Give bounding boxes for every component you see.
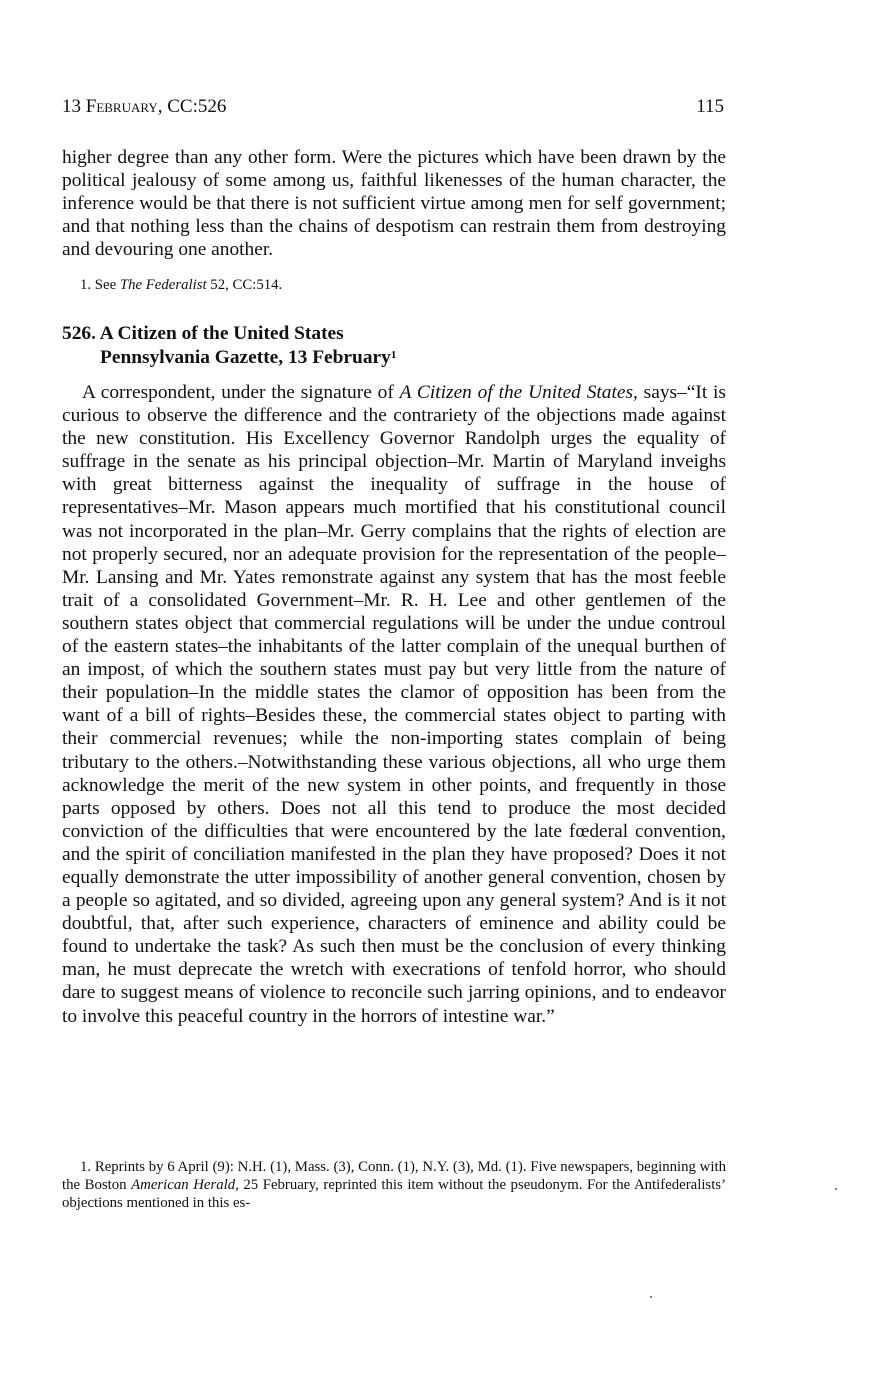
page-number: 115 [696,96,724,117]
scan-speck [835,1188,837,1190]
newspaper-title: American Herald [131,1177,236,1193]
running-head-left: 13 February, CC:526 [62,96,227,117]
scan-speck [650,1296,652,1298]
continuation-block [62,146,726,261]
running-head [62,96,724,118]
document-source: Pennsylvania Gazette, 13 February$^1$ [100,347,397,368]
footnote-text: 1. Reprints by 6 April (9): N.H. (1), Mass. (3), Conn. (1), N.Y. (3), Md. (1). Five newspapers, beginning with the Boston American Herald, 25 February, reprinted this item without the pseudonym. For the Antifederalists’ objections mentioned in this es- [62,1159,726,1211]
document-body [62,381,726,1028]
document-number-title: 526. A Citizen of the United States [62,323,344,344]
document-heading [62,322,396,370]
pseudonym: A Citizen of the United States [399,382,634,403]
previous-footnote-text: 1. See The Federalist 52, CC:514. [80,277,283,293]
document-footnote [62,1158,726,1212]
footnote-marker: 1 [390,349,397,361]
previous-footnote [62,276,726,294]
continuation-paragraph: higher degree than any other form. Were the pictures which have been drawn by the political jealousy of some among us, faithful likenesses of the human character, the inference would be that there is not sufficient virtue among men for self government; and that nothing less than the chains of despotism can restrain them from destroying and devouring one another. [62,147,726,261]
body-paragraph: A correspondent, under the signature of A Citizen of the United States, says–“It is curious to observe the difference and the contrariety of the objections made against the new constitution. His Excellency Governor Randolph urges the equality of suffrage in the senate as his principal objection–Mr. Martin of Maryland inveighs with great bitterness against the inequality of suffrage in the house of representatives–Mr. Mason appears much mortified that his constitutional council was not incorporated in the plan–Mr. Gerry complains that the rights of election are not properly secured, nor an adequate provision for the representation of the people–Mr. Lansing and Mr. Yates remonstrate against any system that has the most feeble trait of a consolidated Government–Mr. R. H. Lee and other gentlemen of the southern states object that commercial regulations will be under the undue controul of the eastern states–the inhabitants of the latter complain of the unequal burthen of an impost, of which the southern states must pay but very little from the nature of their population–In the middle states the clamor of opposition has been from the want of a bill of rights–Besides these, the commercial states object to parting with their commercial revenues; while the non-importing states complain of being tributary to the others.–Notwithstanding these various objections, all who urge them acknowledge the merit of the new system in other points, and frequently in those parts opposed by others. Does not all this tend to produce the most decided conviction of the difficulties that were encountered by the late fœderal convention, and the spirit of conciliation manifested in the plan they have proposed? Does it not equally demonstrate the utter impossibility of another general convention, chosen by a people so agitated, and so divided, agreeing upon any general system? And is it not doubtful, that, after such experience, characters of eminence and ability could be found to undertake the task? As such then must be the conclusion of every thinking man, he must deprecate the wretch with execrations of tenfold horror, who should dare to suggest means of violence to reconcile such jarring opinions, and to endeavor to involve this peaceful country in the horrors of intestine war.” [62,382,726,1027]
